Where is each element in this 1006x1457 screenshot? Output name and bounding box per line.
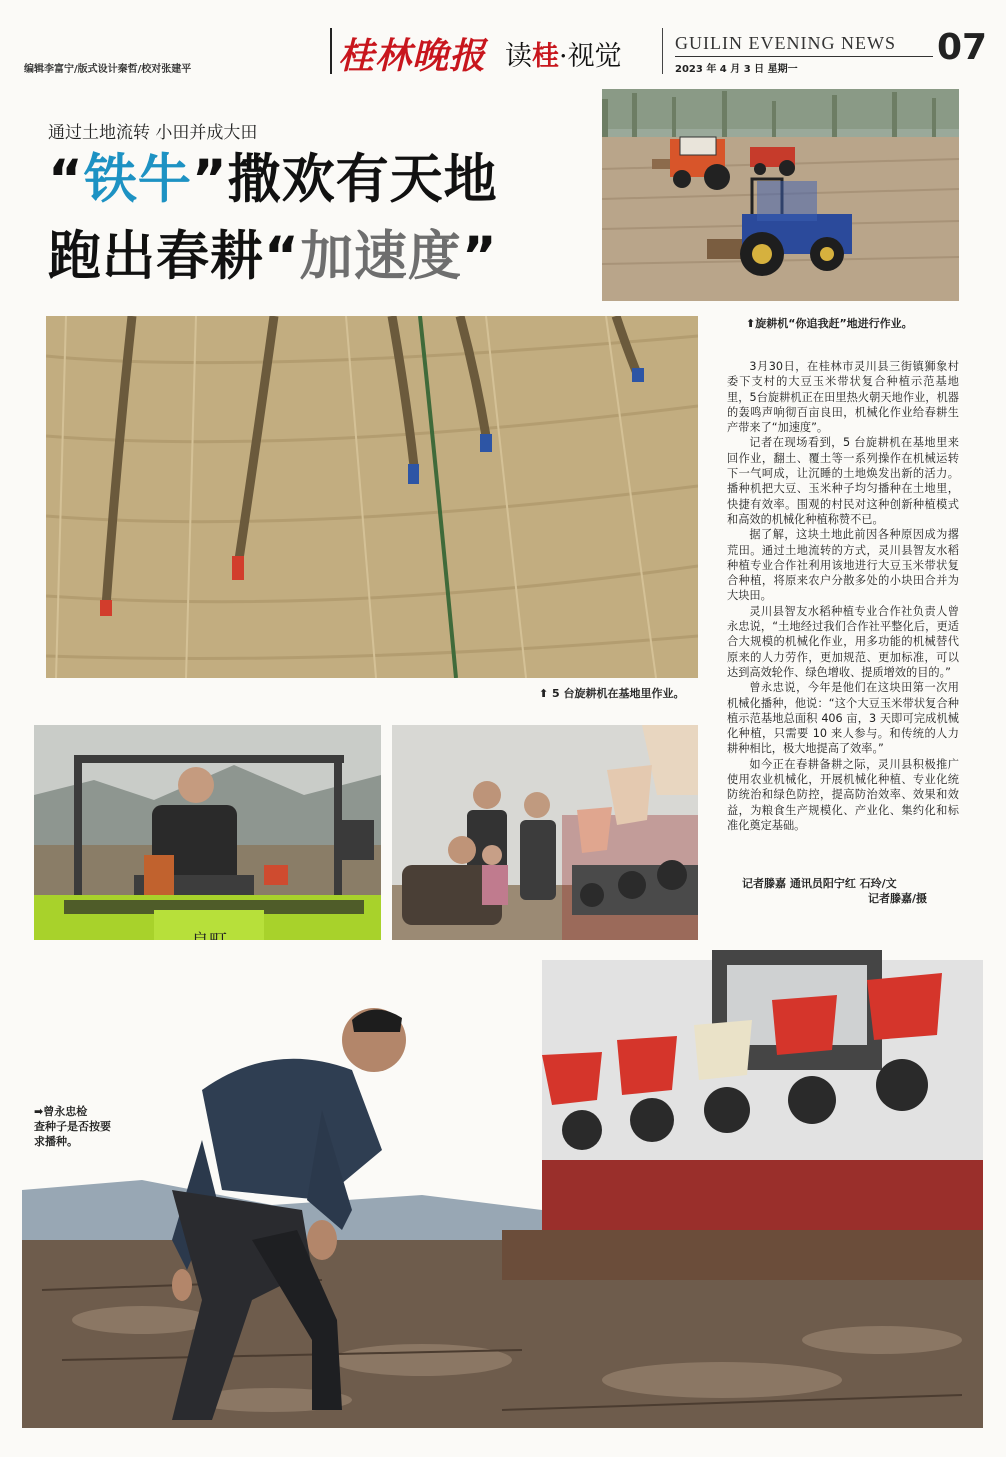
article-paragraph: 灵川县智友水稻种植专业合作社负责人曾永忠说，“土地经过我们合作社平整化后，更适合大规模的机械化作业，用多功能的机械替代原来的人力劳作，更加规范、更加标准，可以达到高效轮作、绿色增收、提质增效的目的。”: [727, 604, 959, 679]
article-paragraph: 曾永忠说，今年是他们在这块田第一次用机械化播种，他说：“这个大豆玉米带状复合种植示范基地总面积 406 亩，3 天即可完成机械化种植，只需要 10 来人参与。和传统的人力耕种相比，极大地提高了效率。”: [727, 681, 959, 756]
english-name: GUILIN EVENING NEWS: [675, 33, 896, 53]
driver-photo: [34, 725, 381, 967]
page-number: 07: [937, 27, 988, 68]
header-divider: [330, 28, 332, 74]
tractors-photo: [602, 89, 959, 301]
header-rule: [675, 56, 933, 57]
article-paragraph: 如今正在春耕备耕之际，灵川县积极推广使用农业机械化，开展机械化种植、专业化统防统治和绿色防控，提高防治效率、效果和效益，为粮食生产规模化、产业化、集约化和标准化奠定基础。: [727, 757, 959, 832]
header-divider-2: [662, 28, 663, 74]
aerial-field-photo: [46, 316, 698, 678]
villagers-photo: [392, 725, 698, 967]
caption-inspector: ➡曾永忠检 查种子是否按要 求播种。: [34, 1105, 111, 1148]
article-paragraph: 记者在现场看到，5 台旋耕机在基地里来回作业，翻土、覆土等一系列操作在机械运转下一气呵成，让沉睡的土地焕发出新的活力。播种机把大豆、玉米种子均匀播种在土地里，快捷有效率。围观的村民对这种创新种植模式和高效的机械化种植称赞不已。: [727, 436, 959, 526]
headline-line-2: 跑出春耕“加速度”: [48, 226, 498, 287]
headline-line-1: “铁牛”撒欢有天地: [48, 149, 498, 210]
section-name: 读桂·视觉: [505, 41, 622, 72]
editor-credits: 编辑李富宁/版式设计秦哲/校对张建平: [24, 64, 192, 75]
issue-date: 2023 年 4 月 3 日 星期一: [675, 64, 798, 75]
inspector-photo: [22, 940, 983, 1428]
article-paragraph: 据了解，这块土地此前因各种原因成为撂荒田。通过土地流转的方式，灵川县智友水稻种植专业合作社利用该地进行大豆玉米带状复合种植，将原来农户分散多处的小块田合并为大块田。: [727, 528, 959, 603]
caption-aerial: ⬆ 5 台旋耕机在基地里作业。: [539, 687, 685, 700]
headline-kicker: 通过土地流转 小田并成大田: [48, 123, 258, 143]
newspaper-logo: 桂林晚报: [338, 35, 487, 77]
byline: 记者滕嘉 通讯员阳宁红 石玲/文 记者滕嘉/摄: [742, 877, 928, 905]
caption-tractors: ⬆旋耕机“你追我赶”地进行作业。: [746, 317, 913, 330]
article-body: [727, 359, 959, 833]
article-paragraph: 3月30日，在桂林市灵川县三街镇狮象村委下支村的大豆玉米带状复合种植示范基地里，5台旋耕机正在田里热火朝天地作业，机器的轰鸣声响彻百亩良田，机械化作业给春耕生产带来了“加速度”。: [727, 360, 959, 435]
